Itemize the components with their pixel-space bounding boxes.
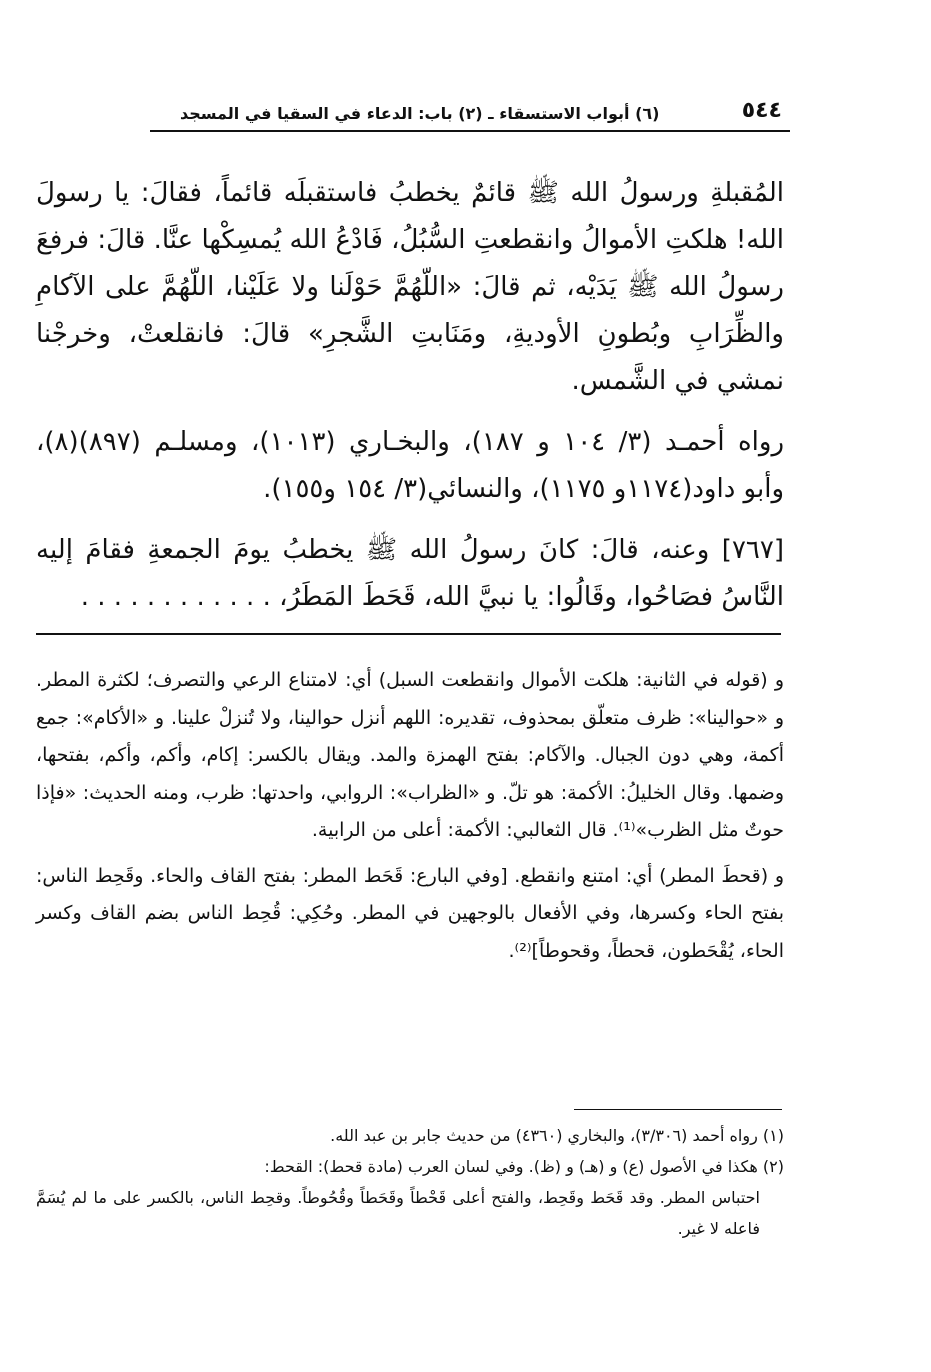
hadith-paragraph: [٧٦٧] وعنه، قالَ: كانَ رسولُ الله ﷺ يخطبُ يومَ الجمعةِ فقامَ إليه النَّاسُ فصَاحُوا، وقَالُوا: يا نبيَّ الله، قَحَطَ المَطَرُ، . . . . . . . . . . . . (36, 535, 784, 612)
page-number: ٥٤٤ (741, 98, 782, 123)
footnote-continuation: احتباس المطر. وقد قَحَط وقَحِط، والفتح أعلى قَحْطاً وقَحَطاً وقُحُوطاً. وقحِط الناس، بالكسر على ما لم يُسَمَّ فاعله لا غير. (36, 1188, 760, 1238)
hadith-text (36, 170, 784, 635)
hadith-citation: رواه أحمـد (٣/ ١٠٤ و ١٨٧)، والبخـاري (١٠١٣)، ومسلـم (٨٩٧)(٨)، وأبو داود(١١٧٤و ١١٧٥)، والنسائي(٣/ ١٥٤ و١٥٥). (36, 427, 784, 504)
page-header (150, 98, 790, 132)
footnote-divider (574, 1109, 782, 1110)
footnote: (١) رواه أحمد (٣/٣٠٦)، والبخاري (٤٣٦٠) من حديث جابر بن عبد الله. (330, 1126, 784, 1145)
running-title: (٦) أبواب الاستسقاء ـ (٢) باب: الدعاء في السقيا في المسجد (180, 104, 660, 123)
footnotes (36, 1120, 784, 1244)
hadith-paragraph: المُقبلةِ ورسولُ الله ﷺ قائمٌ يخطبُ فاستقبلَه قائماً، فقالَ: يا رسولَ الله! هلكتِ الأموالُ وانقطعتِ السُّبُلُ، فَادْعُ الله يُمسِكْها عنَّا. قالَ: فرفعَ رسولُ الله ﷺ يَدَيْه، ثم قالَ: «اللّهُمَّ حَوْلَنا ولا عَلَيْنا، اللّهُمَّ على الآكامِ والظِّرَابِ وبُطونِ الأوديةِ، ومَنَابتِ الشَّجرِ» قالَ: فانقلعتْ، وخرجْنا نمشي في الشَّمس. (36, 178, 784, 396)
commentary-paragraph: و (قوله في الثانية: هلكت الأموال وانقطعت السبل) أي: لامتناع الرعي والتصرف؛ لكثرة المطر. و «حوالينا»: ظرف متعلّق بمحذوف، تقديره: اللهم أنزل حوالينا، ولا تُنزلْ علينا. و «الأكام»: جمع أكمة، وهي دون الجبال. والآكام: بفتح الهمزة والمد. ويقال بالكسر: إكام، وأكم، وأكم، بفتحها، وضمها. وقال الخليلُ: الأكمة: هو تلّ. و «الظراب»: الروابي، واحدتها: ظرب، ومنه الحديث: «فإذا حوتٌ مثل الظرب»⁽¹⁾. قال الثعالبي: الأكمة: أعلى من الرابية. (36, 669, 784, 841)
commentary (36, 662, 784, 978)
commentary-paragraph: و (قحطَ المطر) أي: امتنع وانقطع. [وفي البارع: قَحَط المطر: بفتح القاف والحاء. وقَحِط الناس: بفتح الحاء وكسرها، وفي الأفعال بالوجهين في المطر. وحُكِي: قُحِط الناس بضم القاف وكسر الحاء، يُقْحَطون، قحطاً، وقحوطاً]⁽²⁾. (36, 864, 784, 962)
section-divider (36, 633, 781, 635)
footnote: (٢) هكذا في الأصول (ع) و (هـ) و (ظ). وفي لسان العرب (مادة قحط): القحط: (264, 1157, 784, 1176)
